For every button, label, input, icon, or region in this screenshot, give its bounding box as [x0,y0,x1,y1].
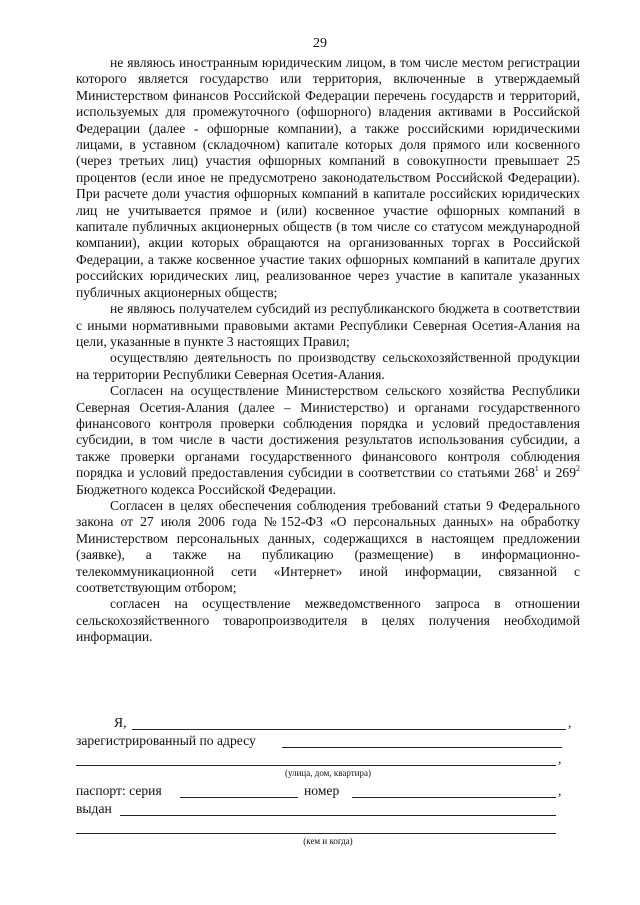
paragraph-offshore: не являюсь иностранным юридическим лицом, в том числе местом регистрации которого является государство или территория, включенные в утверждаемый Министерством финансов Российской Федерации перечень государств и территорий, используемых для промежуточного (офшорного) владения активами в Российской Федерации (далее - офшорные компании), а также российскими юридическими лицами, в уставном (складочном) капитале которых доля прямого или косвенного (через третьих лиц) участия офшорных компаний в совокупности превышает 25 процентов (если иное не предусмотрено законодательством Российской Федерации). При расчете доли участия офшорных компаний в капитале российских юридических лиц не учитывается прямое и (или) косвенное участие офшорных компаний в капитале публичных акционерных обществ (в том числе со статусом международной компании), акции которых обращаются на организованных торгах в Российской Федерации, а также косвенное участие таких офшорных компаний в капитале других российских юридических лиц, реализованное через участие в капитале указанных публичных акционерных обществ; [76,55,580,300]
consent-oversight-text: Согласен на осуществление Министерством сельского хозяйства Республики Северная Осетия-Алания (далее – Министерство) и органами государственного финансового контроля проверки соблюдения порядка и условий предоставления субсидии, в том числе в части достижения результатов использования субсидии, а также проверки органами государственного финансового контроля соблюдения порядка и условий предоставления субсидии в соответствии со статьями 268 [76,383,580,481]
ya-label: Я, [114,715,127,730]
issued-hint: (кем и когда) [303,836,353,846]
address-field-line-2[interactable] [76,765,556,766]
paragraph-no-subsidies: не являюсь получателем субсидий из республиканского бюджета в соответствии с иными нормативными правовыми актами Республики Северная Осетия-Алания на цели, указанные в пункте 3 настоящих Правил; [76,301,580,349]
registered-address-label: зарегистрированный по адресу [76,733,256,748]
paragraph-consent-interagency: согласен на осуществление межведомственного запроса в отношении сельскохозяйственного товаропроизводителя в целях получения необходимой информации. [76,596,580,645]
consent-oversight-conjunction: и 269 [538,465,576,481]
paragraph-consent-oversight [76,383,580,498]
passport-series-field[interactable] [180,797,298,798]
document-body [76,55,580,646]
article-269-superscript: 2 [576,464,580,474]
passport-number-label: номер [304,783,340,798]
paragraph-agri-activity: осуществляю деятельность по производству сельскохозяйственной продукции на территории Республики Северная Осетия-Алания. [76,350,580,382]
name-comma: , [568,715,572,730]
passport-comma: , [558,783,562,798]
issued-label: выдан [76,801,112,816]
page-number: 29 [313,36,327,51]
paragraph-consent-personal-data: Согласен в целях обеспечения соблюдения требований статьи 9 Федерального закона от 27 июля 2006 года №152-ФЗ «О персональных данных» на обработку Министерством персональных данных, содержащихся в настоящем предложении (заявке), а также на публикацию (размещение) в информационно-телекоммуникационной сети «Интернет» иной информации, связанной с соответствующим отбором; [76,497,580,595]
passport-number-field[interactable] [352,797,556,798]
article-268-superscript: 1 [534,464,539,474]
address-comma: , [558,751,562,766]
address-field-line-1[interactable] [282,747,562,748]
issued-field-line-2[interactable] [76,833,556,834]
full-name-field[interactable] [132,729,566,730]
address-hint: (улица, дом, квартира) [285,768,371,778]
applicant-form [76,715,580,855]
consent-oversight-tail: Бюджетного кодекса Российской Федерации. [76,481,337,497]
passport-series-label: паспорт: серия [76,783,162,798]
issued-field-line-1[interactable] [120,815,556,816]
